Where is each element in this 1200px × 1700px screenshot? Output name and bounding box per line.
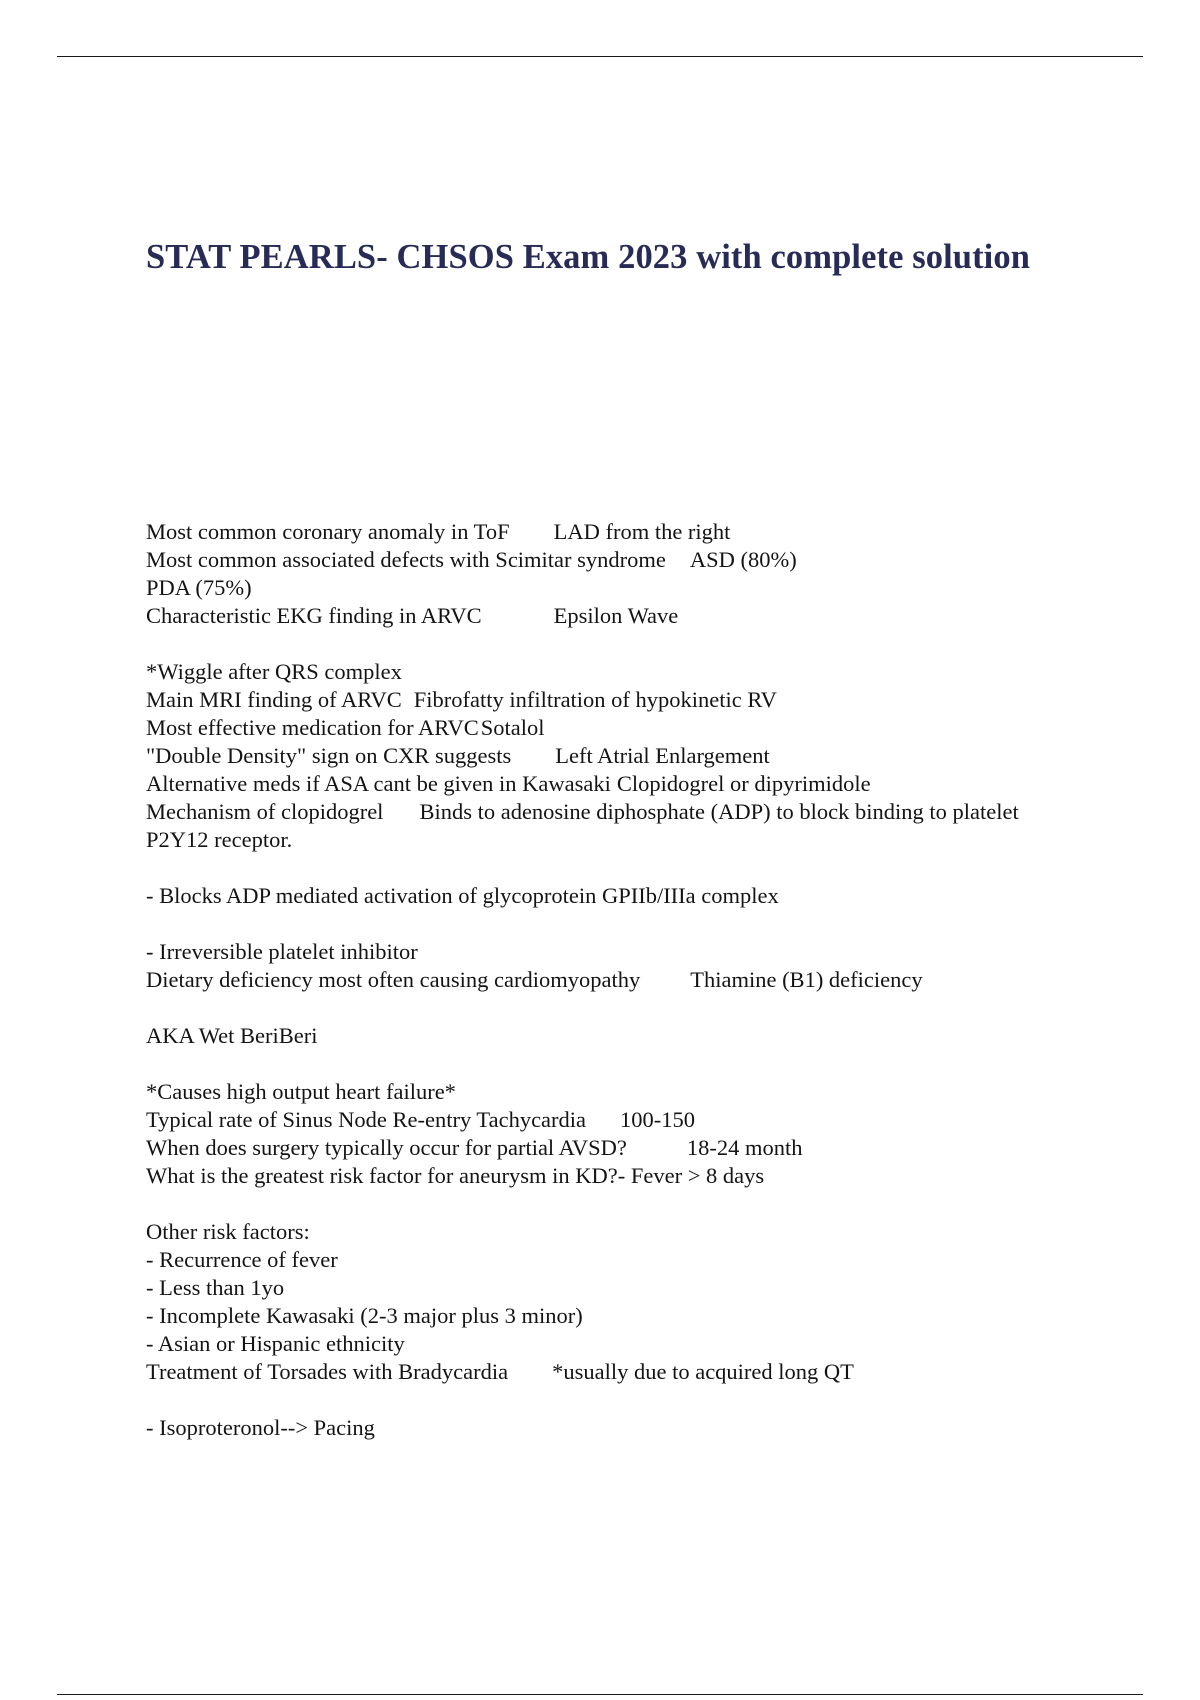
footer-rule bbox=[57, 1694, 1143, 1695]
text-line: - Blocks ADP mediated activation of glycoprotein GPIIb/IIIa complex bbox=[146, 883, 779, 908]
text-line: - Asian or Hispanic ethnicity bbox=[146, 1331, 405, 1356]
answer-text: Left Atrial Enlargement bbox=[555, 743, 770, 768]
question-text: Alternative meds if ASA cant be given in Kawasaki bbox=[146, 771, 611, 796]
question-text: Dietary deficiency most often causing cardiomyopathy bbox=[146, 967, 641, 992]
blank-line bbox=[146, 994, 1146, 1022]
blank-line bbox=[146, 1050, 1146, 1078]
blank-line bbox=[146, 1190, 1146, 1218]
blank-line bbox=[146, 1386, 1146, 1414]
question-text: Mechanism of clopidogrel bbox=[146, 799, 384, 824]
answer-text: - Fever > 8 days bbox=[617, 1163, 765, 1188]
text-line: Other risk factors: bbox=[146, 1219, 310, 1244]
qa-line bbox=[146, 1358, 1146, 1386]
text-line: P2Y12 receptor. bbox=[146, 827, 293, 852]
question-text: What is the greatest risk factor for aneurysm in KD? bbox=[146, 1163, 618, 1188]
document-body bbox=[146, 518, 1146, 1442]
header-rule bbox=[57, 56, 1143, 57]
blank-line bbox=[146, 630, 1146, 658]
text-line: *Wiggle after QRS complex bbox=[146, 659, 402, 684]
qa-line bbox=[146, 742, 1146, 770]
question-text: Main MRI finding of ARVC bbox=[146, 687, 402, 712]
qa-line bbox=[146, 602, 1146, 630]
answer-text: 18-24 month bbox=[686, 1135, 803, 1160]
answer-text: ASD (80%) bbox=[689, 547, 797, 572]
answer-text: Clopidogrel or dipyrimidole bbox=[616, 771, 871, 796]
question-text: Most common associated defects with Scimitar syndrome bbox=[146, 547, 666, 572]
answer-text: Epsilon Wave bbox=[553, 603, 679, 628]
qa-line bbox=[146, 714, 1146, 742]
text-line: - Recurrence of fever bbox=[146, 1247, 338, 1272]
answer-text: LAD from the right bbox=[553, 519, 731, 544]
answer-text: Sotalol bbox=[480, 715, 545, 740]
text-line: - Less than 1yo bbox=[146, 1275, 285, 1300]
question-text: Treatment of Torsades with Bradycardia bbox=[146, 1359, 509, 1384]
qa-line bbox=[146, 1106, 1146, 1134]
blank-line bbox=[146, 854, 1146, 882]
qa-line bbox=[146, 686, 1146, 714]
qa-line bbox=[146, 546, 1146, 574]
question-text: Typical rate of Sinus Node Re-entry Tachycardia bbox=[146, 1107, 587, 1132]
question-text: "Double Density" sign on CXR suggests bbox=[146, 743, 512, 768]
text-line: *Causes high output heart failure* bbox=[146, 1079, 456, 1104]
answer-text: Binds to adenosine diphosphate (ADP) to block binding to platelet bbox=[419, 799, 1019, 824]
qa-line bbox=[146, 518, 1146, 546]
qa-line bbox=[146, 798, 1146, 826]
text-line: PDA (75%) bbox=[146, 575, 252, 600]
question-text: When does surgery typically occur for partial AVSD? bbox=[146, 1135, 627, 1160]
text-line: AKA Wet BeriBeri bbox=[146, 1023, 318, 1048]
answer-text: 100-150 bbox=[620, 1107, 696, 1132]
question-text: Most effective medication for ARVC bbox=[146, 715, 479, 740]
document-title: STAT PEARLS- CHSOS Exam 2023 with complete solution bbox=[146, 238, 1030, 276]
text-line: - Isoproteronol--> Pacing bbox=[146, 1415, 375, 1440]
blank-line bbox=[146, 910, 1146, 938]
qa-line bbox=[146, 1134, 1146, 1162]
qa-line bbox=[146, 966, 1146, 994]
qa-line bbox=[146, 1162, 1146, 1190]
qa-line bbox=[146, 770, 1146, 798]
text-line: - Incomplete Kawasaki (2-3 major plus 3 minor) bbox=[146, 1303, 583, 1328]
answer-text: Thiamine (B1) deficiency bbox=[690, 967, 923, 992]
answer-text: Fibrofatty infiltration of hypokinetic RV bbox=[413, 687, 777, 712]
question-text: Characteristic EKG finding in ARVC bbox=[146, 603, 482, 628]
text-line: - Irreversible platelet inhibitor bbox=[146, 939, 418, 964]
question-text: Most common coronary anomaly in ToF bbox=[146, 519, 510, 544]
answer-text: *usually due to acquired long QT bbox=[552, 1359, 854, 1384]
